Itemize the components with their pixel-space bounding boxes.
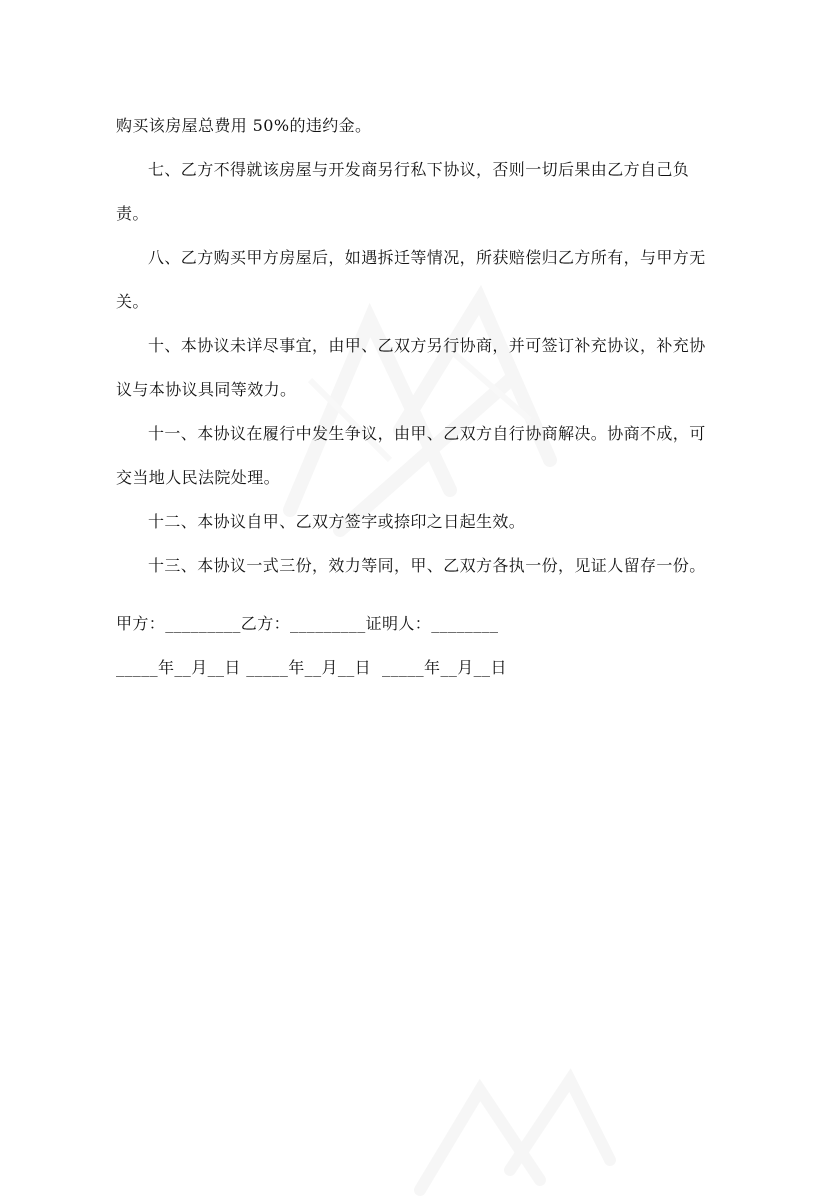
clause-7: 七、乙方不得就该房屋与开发商另行私下协议，否则一切后果由乙方自己负责。 <box>116 160 690 223</box>
clause-10: 十、本协议未详尽事宜，由甲、乙双方另行协商，并可签订补充协议，补充协议与本协议具同等效力。 <box>116 336 706 399</box>
clause-12: 十二、本协议自甲、乙双方签字或捺印之日起生效。 <box>148 512 526 531</box>
signature-line: 甲方：_________乙方：_________证明人：________ <box>116 614 499 633</box>
clause-8: 八、乙方购买甲方房屋后，如遇拆迁等情况，所获赔偿归乙方所有，与甲方无关。 <box>116 248 706 311</box>
spacer <box>116 588 716 602</box>
date-line: _____年__月__日 _____年__月__日 _____年__月__日 <box>116 658 507 677</box>
clause-13: 十三、本协议一式三份，效力等同，甲、乙双方各执一份，见证人留存一份。 <box>148 556 706 575</box>
clause-11: 十一、本协议在履行中发生争议，由甲、乙双方自行协商解决。协商不成，可交当地人民法院处理。 <box>116 424 706 487</box>
document-body <box>116 104 716 690</box>
paragraph-line: 购买该房屋总费用 50%的违约金。 <box>116 116 372 135</box>
watermark-logo-bottom <box>400 1060 620 1200</box>
